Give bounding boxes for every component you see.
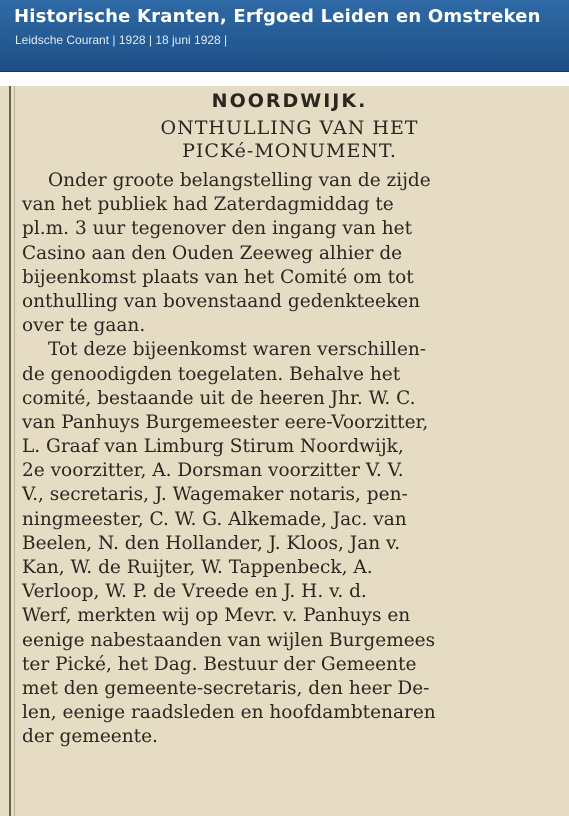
text-line: len, eenige raadsleden en hoofdambtenaren [22,702,436,724]
headline-line: ONTHULLING VAN HET [160,117,419,139]
text-line: Werf, merkten wij op Mevr. v. Panhuys en [22,605,411,627]
text-line: over te gaan. [22,315,146,337]
article-dateline: NOORDWIJK. [211,90,368,112]
article [22,86,557,750]
article-headline [22,117,557,163]
text-line: L. Graaf van Limburg Stirum Noordwijk, [22,436,404,458]
article-paragraph-1 [22,169,557,338]
text-line: van Panhuys Burgemeester eere-Voorzitter, [22,411,429,433]
text-line: Tot deze bijeenkomst waren verschillen- [48,339,427,361]
text-line: bijeenkomst plaats van het Comité om tot [22,266,414,288]
text-line: comité, bestaande uit de heeren Jhr. W. C. [22,387,416,409]
breadcrumb: Leidsche Courant | 1928 | 18 juni 1928 | [15,33,228,47]
text-line: onthulling van bovenstaand gedenkteeken [22,290,421,312]
text-line: de genoodigden toegelaten. Behalve het [22,363,401,385]
column-rule [9,86,11,816]
site-title[interactable]: Historische Kranten, Erfgoed Leiden en Omstreken [14,6,541,27]
text-line: 2e voorzitter, A. Dorsman voorzitter V. V. [22,460,404,482]
text-line: ter Pické, het Dag. Bestuur der Gemeente [22,653,417,675]
article-paragraph-2 [22,338,557,749]
header-spacer [0,72,569,86]
text-line: pl.m. 3 uur tegenover den ingang van het [22,218,412,240]
newspaper-clipping [0,86,569,816]
text-line: Beelen, N. den Hollander, J. Kloos, Jan v. [22,532,401,554]
column-rule-secondary [14,86,15,816]
text-line: Kan, W. de Ruijter, W. Tappenbeck, A. [22,557,373,578]
text-line: V., secretaris, J. Wagemaker notaris, pen- [22,484,408,506]
text-line: der gemeente. [22,726,158,748]
text-line: Onder groote belangstelling van de zijde [48,170,431,191]
text-line: van het publiek had Zaterdagmiddag te [22,194,394,216]
headline-line: PICKé-MONUMENT. [182,140,397,162]
text-line: Verloop, W. P. de Vreede en J. H. v. d. [22,581,367,603]
text-line: eenige nabestaanden van wijlen Burgemees [22,629,436,651]
text-line: met den gemeente-secretaris, den heer De- [22,677,430,699]
text-line: Casino aan den Ouden Zeeweg alhier de [22,242,403,264]
text-line: ningmeester, C. W. G. Alkemade, Jac. van [22,508,407,530]
site-header [0,0,569,72]
